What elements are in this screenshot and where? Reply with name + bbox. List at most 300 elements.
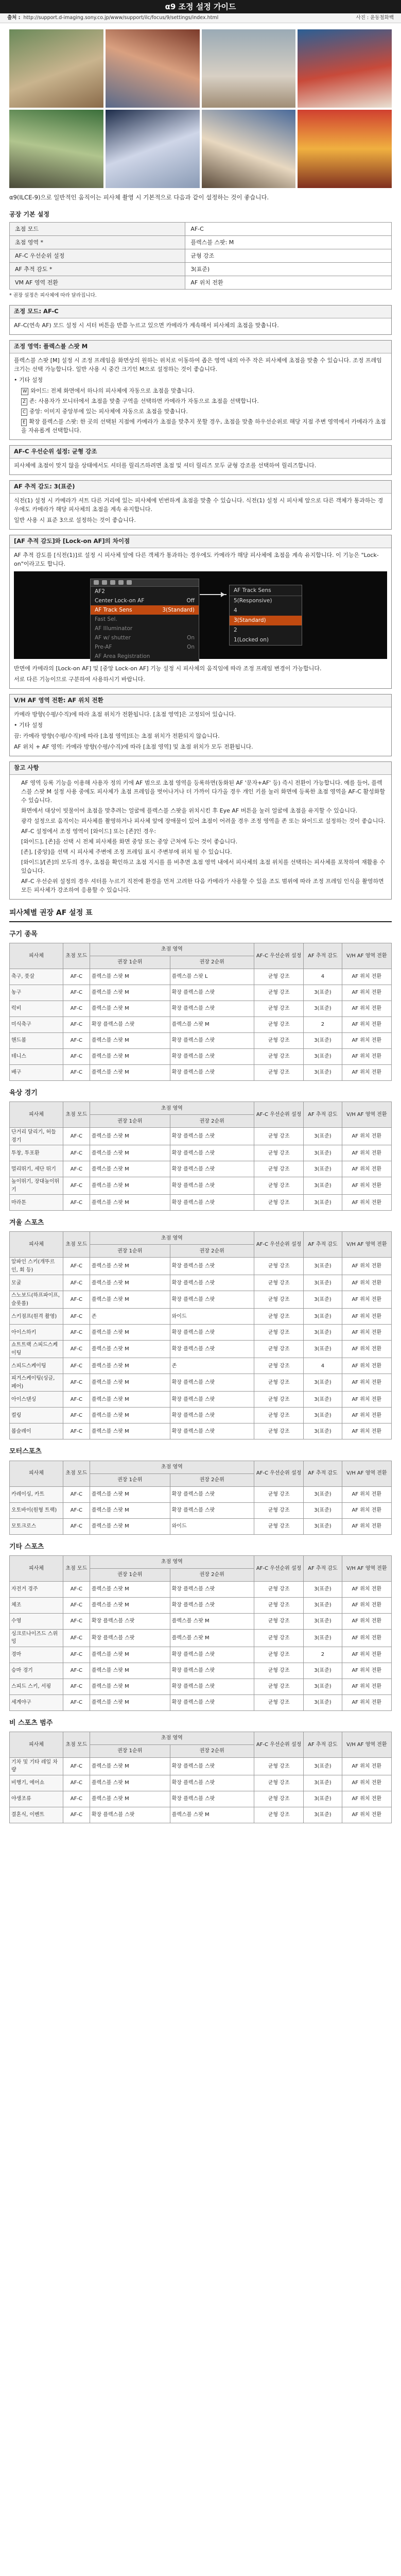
sport-group-title: 기타 스포츠 <box>9 1543 44 1551</box>
photo-volleyball-player <box>298 29 392 108</box>
cell-area-2: 플렉스블 스팟 M <box>170 1017 254 1033</box>
cell-area-2: 확장 플렉스블 스팟 <box>170 1291 254 1309</box>
cell-area-2: 확장 플렉스블 스팟 <box>170 1128 254 1145</box>
cell-vm: AF 위치 전환 <box>342 1694 392 1710</box>
settings-value: 3(표준) <box>185 263 392 276</box>
cell-vm: AF 위치 전환 <box>342 1258 392 1275</box>
cell-vm: AF 위치 전환 <box>342 1775 392 1791</box>
col-area-1: 권장 1순위 <box>90 1115 170 1128</box>
cell-priority: 균형 강조 <box>254 1663 303 1679</box>
cell-area-1: 플렉스블 스팟 M <box>90 1065 170 1081</box>
cell-track: 3(표준) <box>304 1049 342 1065</box>
cell-subject: 피겨스케이팅(싱글, 페어) <box>10 1374 63 1392</box>
cell-track: 3(표준) <box>304 985 342 1001</box>
camera-menu-label: Pre-AF <box>95 643 112 650</box>
cell-subject: 스피드 스키, 서핑 <box>10 1679 63 1694</box>
cell-area-2: 확장 플렉스블 스팟 <box>170 1161 254 1177</box>
cell-priority: 균형 강조 <box>254 1518 303 1534</box>
cell-subject: 야생조류 <box>10 1791 63 1807</box>
cell-focus-mode: AF-C <box>63 1065 90 1081</box>
cell-track: 3(표준) <box>304 1392 342 1408</box>
cell-focus-mode: AF-C <box>63 1807 90 1823</box>
table-row <box>10 1017 392 1033</box>
cell-track: 3(표준) <box>304 1757 342 1775</box>
camera-menu-label: Fast Sel. <box>95 616 117 622</box>
cell-priority: 균형 강조 <box>254 1807 303 1823</box>
table-header-row <box>10 1461 392 1473</box>
col-vm: V/H AF 영역 전환 <box>342 1232 392 1258</box>
cell-focus-mode: AF-C <box>63 1309 90 1325</box>
cell-vm: AF 위치 전환 <box>342 1358 392 1374</box>
cell-priority: 균형 강조 <box>254 1791 303 1807</box>
setting-box-title: AF 추적 감도: 3(표준) <box>10 481 391 494</box>
cell-track: 3(표준) <box>304 1597 342 1613</box>
source-label: 출처 : <box>7 15 21 21</box>
sport-group-title: 겨울 스포츠 <box>9 1219 44 1227</box>
cell-subject: 투창, 투포환 <box>10 1145 63 1161</box>
col-area: 초점 영역 <box>90 1461 254 1473</box>
cell-track: 3(표준) <box>304 1486 342 1502</box>
cell-focus-mode: AF-C <box>63 1001 90 1017</box>
cell-area-1: 플렉스블 스팟 M <box>90 1049 170 1065</box>
camera-submenu-option: 2 <box>234 627 237 634</box>
cell-area-2: 확장 플렉스블 스팟 <box>170 1341 254 1358</box>
cell-area-2: 확장 플렉스블 스팟 <box>170 1408 254 1423</box>
note-item: 화면에서 대상이 빗물이어 초점을 맞추려는 얼굴에 플렉스블 스팟을 위치시킨 후 Eye AF 버튼을 눌러 얼굴에 초점을 유지할 수 있습니다. <box>21 807 358 814</box>
camera-menu-value: On <box>187 634 195 641</box>
cell-priority: 균형 강조 <box>254 1581 303 1597</box>
table-row <box>10 1291 392 1309</box>
cell-subject: 축구, 풋살 <box>10 969 63 985</box>
cell-vm: AF 위치 전환 <box>342 1017 392 1033</box>
cell-area-1: 플렉스블 스팟 M <box>90 1291 170 1309</box>
col-focus-mode: 초점 모드 <box>63 1232 90 1258</box>
note-item: [와이드], [존]을 선택 시 전체 피사체를 화면 중앙 또는 중앙 근처에 두는 것이 좋습니다. <box>21 838 238 845</box>
cell-vm: AF 위치 전환 <box>342 1341 392 1358</box>
cell-area-1: 플렉스블 스팟 M <box>90 1502 170 1518</box>
cell-subject: 아이스하키 <box>10 1325 63 1341</box>
cell-subject: 결혼식, 이벤트 <box>10 1807 63 1823</box>
col-priority: AF-C 우선순위 설정 <box>254 1461 303 1486</box>
camera-menu-row <box>91 587 199 596</box>
cell-area-2: 확장 플렉스블 스팟 <box>170 1486 254 1502</box>
camera-menu-value: 3(Standard) <box>162 606 195 613</box>
recommend-groups <box>9 929 392 1823</box>
cell-focus-mode: AF-C <box>63 1694 90 1710</box>
cell-area-2: 확장 플렉스블 스팟 <box>170 1581 254 1597</box>
cell-area-2: 확장 플렉스블 스팟 <box>170 1597 254 1613</box>
cell-priority: 균형 강조 <box>254 1757 303 1775</box>
vm-box <box>9 694 392 756</box>
cell-priority: 균형 강조 <box>254 1629 303 1647</box>
cell-track: 3(표준) <box>304 1694 342 1710</box>
cell-track: 3(표준) <box>304 1177 342 1195</box>
cell-area-2: 확장 플렉스블 스팟 <box>170 1325 254 1341</box>
cell-area-1: 확장 플렉스블 스팟 <box>90 1807 170 1823</box>
vm-title: V/H AF 영역 전환: AF 위치 전환 <box>10 694 391 707</box>
cell-area-2: 와이드 <box>170 1309 254 1325</box>
cell-subject: 카레이싱, 카트 <box>10 1486 63 1502</box>
table-row <box>10 1807 392 1823</box>
cell-area-2: 확장 플렉스블 스팟 <box>170 1177 254 1195</box>
cell-area-2: 플렉스블 스팟 M <box>170 1629 254 1647</box>
source-link[interactable]: http://support.d-imaging.sony.co.jp/www/support/ilc/focus/9/settings/index.html <box>23 15 219 21</box>
arrow-icon <box>200 594 226 595</box>
cell-vm: AF 위치 전환 <box>342 1663 392 1679</box>
sport-settings-table <box>9 1461 392 1535</box>
col-area-2: 권장 2순위 <box>170 1473 254 1486</box>
photo-baseball-batter <box>106 29 200 108</box>
setting-box-para: 식전(1) 설정 시 카메라가 셔트 다른 거리에 있는 피사체에 빈번하게 초점을 맞출 수 있습니다. 식전(1) 설정 시 피사체 앞으로 다른 객체가 통과하는 경우에도 카메라가 해당 피사체의 초점을 계속 유지합니다. <box>14 497 383 513</box>
table-row <box>10 1694 392 1710</box>
cell-track: 3(표준) <box>304 1065 342 1081</box>
lockon-para: AF 추적 감도를 [식전(1)]로 설정 시 피사체 앞에 다른 객체가 통과하는 경우에도 카메라가 해당 피사체에 초점을 계속 유지합니다. 이 기능은 "Lock-on"이라고도 합니다. <box>14 551 379 567</box>
setting-box <box>9 445 392 475</box>
cell-area-2: 와이드 <box>170 1518 254 1534</box>
cell-area-1: 플렉스블 스팟 M <box>90 1791 170 1807</box>
cell-subject: 배구 <box>10 1065 63 1081</box>
vm-para: 카메라 방향(수평/수직)에 따라 초점 위치가 전환됩니다. [초점 영역]은 고정되어 있습니다. <box>14 710 236 718</box>
cell-vm: AF 위치 전환 <box>342 1392 392 1408</box>
setting-options-list <box>14 386 387 435</box>
table-row <box>10 1374 392 1392</box>
camera-menu-value: On <box>187 643 195 650</box>
cell-priority: 균형 강조 <box>254 1325 303 1341</box>
table-row <box>10 1629 392 1647</box>
setting-option-text: 존: 사용자가 모니터에서 초점을 맞출 구역을 선택하면 카메라가 자동으로 초점을 선택합니다. <box>29 397 259 404</box>
lockon-title: [AF 추적 감도]와 [Lock-on AF]의 차이점 <box>10 535 391 548</box>
cell-track: 3(표준) <box>304 1663 342 1679</box>
cell-area-1: 확장 플렉스블 스팟 <box>90 1017 170 1033</box>
notes-box <box>9 761 392 900</box>
cell-subject: 세계야구 <box>10 1694 63 1710</box>
cell-focus-mode: AF-C <box>63 1775 90 1791</box>
cell-area-1: 플렉스블 스팟 M <box>90 1679 170 1694</box>
col-subject: 피사체 <box>10 1461 63 1486</box>
cell-priority: 균형 강조 <box>254 1358 303 1374</box>
col-focus-mode: 초점 모드 <box>63 1102 90 1128</box>
col-focus-mode: 초점 모드 <box>63 1461 90 1486</box>
cell-area-2: 확장 플렉스블 스팟 <box>170 1001 254 1017</box>
cell-focus-mode: AF-C <box>63 1033 90 1049</box>
intro-text: α9(ILCE-9)으로 일반적인 움직이는 피사체 촬영 시 기본적으로 다음과 같이 설정하는 것이 좋습니다. <box>9 194 269 201</box>
cell-priority: 균형 강조 <box>254 1291 303 1309</box>
table-row <box>10 1408 392 1423</box>
cell-track: 3(표준) <box>304 1423 342 1439</box>
cell-track: 3(표준) <box>304 1128 342 1145</box>
col-area-1: 권장 1순위 <box>90 1473 170 1486</box>
camera-tab-icon <box>127 580 132 585</box>
cell-focus-mode: AF-C <box>63 1275 90 1291</box>
cell-focus-mode: AF-C <box>63 1486 90 1502</box>
recommend-title: 피사체별 권장 AF 설정 표 <box>9 908 392 922</box>
col-area: 초점 영역 <box>90 1232 254 1245</box>
col-area-1: 권장 1순위 <box>90 1744 170 1757</box>
setting-option-text: 중앙: 이미지 중앙부에 있는 피사체에 자동으로 초점을 맞춥니다. <box>29 408 188 415</box>
table-row <box>10 1581 392 1597</box>
settings-value: AF-C <box>185 223 392 236</box>
cell-vm: AF 위치 전환 <box>342 1629 392 1647</box>
cell-track: 3(표준) <box>304 1325 342 1341</box>
settings-key: VM AF 영역 전환 <box>10 276 185 290</box>
cell-vm: AF 위치 전환 <box>342 1177 392 1195</box>
cell-subject: 단거리 달리기, 허들 경기 <box>10 1128 63 1145</box>
col-area-2: 권장 2순위 <box>170 956 254 969</box>
sport-group-title: 육상 경기 <box>9 1089 38 1097</box>
camera-menu-row <box>91 633 199 642</box>
cell-subject: 알파인 스키(개뚜르 인, 회 등) <box>10 1258 63 1275</box>
sport-settings-table <box>9 943 392 1081</box>
cell-area-2: 확장 플렉스블 스팟 <box>170 1663 254 1679</box>
vm-para: 끔: 카메라 방향(수평/수직)에 따라 [초점 영역]또는 초점 위치가 전환되지 않습니다. <box>14 732 220 739</box>
table-row <box>10 1613 392 1629</box>
cell-track: 3(표준) <box>304 1033 342 1049</box>
col-track: AF 추적 감도 <box>304 1232 342 1258</box>
col-priority: AF-C 우선순위 설정 <box>254 1102 303 1128</box>
cell-subject: 경마 <box>10 1647 63 1663</box>
cell-focus-mode: AF-C <box>63 1358 90 1374</box>
note-item: AF 영역 등록 기능을 이용해 사용자 정의 키에 AF 범으로 초점 영역을 등록하면(동화된 AF '문자+AF' 등) 즉시 전환이 가능합니다. 예를 들어, 플렉스블 스팟 M 설정 사용 중에도 피사체가 초점 프레임을 벗어나거나 더 가까이 다가올 경우 개인 키를 눌러 화면에 등록한 초점 영역을 AF-C 활성화할 수 있습니다. <box>21 779 385 804</box>
cell-focus-mode: AF-C <box>63 985 90 1001</box>
settings-boxes <box>9 305 392 530</box>
col-subject: 피사체 <box>10 1555 63 1581</box>
cell-area-1: 플렉스블 스팟 M <box>90 1001 170 1017</box>
cell-subject: 럭비 <box>10 1001 63 1017</box>
cell-track: 3(표준) <box>304 1291 342 1309</box>
cell-subject: 아이스댄싱 <box>10 1392 63 1408</box>
setting-box-title: 조정 모드: AF-C <box>10 306 391 318</box>
cell-track: 3(표준) <box>304 1581 342 1597</box>
cell-priority: 균형 강조 <box>254 1065 303 1081</box>
setting-box-body <box>10 459 391 474</box>
cell-area-2: 확장 플렉스블 스팟 <box>170 1145 254 1161</box>
col-track: AF 추적 감도 <box>304 1732 342 1757</box>
settings-row <box>10 236 392 249</box>
cell-area-2: 확장 플렉스블 스팟 <box>170 1679 254 1694</box>
cell-focus-mode: AF-C <box>63 1597 90 1613</box>
cell-vm: AF 위치 전환 <box>342 1647 392 1663</box>
cell-subject: 스키점프(원격 촬영) <box>10 1309 63 1325</box>
setting-box-body <box>10 353 391 439</box>
cell-vm: AF 위치 전환 <box>342 1791 392 1807</box>
cell-subject: 스노보드(하프파이프, 슬롯롤) <box>10 1291 63 1309</box>
cell-priority: 균형 강조 <box>254 1775 303 1791</box>
cell-subject: 스피드스케이팅 <box>10 1358 63 1374</box>
cell-track: 3(표준) <box>304 1309 342 1325</box>
title-bar <box>0 0 401 13</box>
cell-subject: 체조 <box>10 1597 63 1613</box>
col-area: 초점 영역 <box>90 943 254 956</box>
cell-area-1: 플렉스블 스팟 M <box>90 969 170 985</box>
cell-focus-mode: AF-C <box>63 969 90 985</box>
col-subject: 피사체 <box>10 1102 63 1128</box>
lockon-after: 서로 다른 기능이므로 구분하여 사용하시기 바랍니다. <box>14 675 145 683</box>
col-track: AF 추적 감도 <box>304 1102 342 1128</box>
cell-focus-mode: AF-C <box>63 1145 90 1161</box>
cell-track: 3(표준) <box>304 1374 342 1392</box>
cell-track: 3(표준) <box>304 1518 342 1534</box>
cell-priority: 균형 강조 <box>254 1679 303 1694</box>
cell-track: 3(표준) <box>304 1807 342 1823</box>
cell-subject: 수영 <box>10 1613 63 1629</box>
cell-priority: 균형 강조 <box>254 1694 303 1710</box>
cell-area-1: 플렉스블 스팟 M <box>90 1757 170 1775</box>
cell-subject: 싱크로나이즈드 스위밍 <box>10 1629 63 1647</box>
cell-track: 3(표준) <box>304 1775 342 1791</box>
cell-vm: AF 위치 전환 <box>342 1807 392 1823</box>
camera-menu-row <box>91 615 199 624</box>
settings-row <box>10 263 392 276</box>
cell-track: 3(표준) <box>304 1258 342 1275</box>
camera-menu-row <box>91 652 199 661</box>
camera-menu-row <box>91 596 199 605</box>
cell-priority: 균형 강조 <box>254 1258 303 1275</box>
sport-group-title: 비 스포츠 범주 <box>9 1719 53 1727</box>
cell-area-1: 플렉스블 스팟 M <box>90 1374 170 1392</box>
cell-focus-mode: AF-C <box>63 1325 90 1341</box>
cell-area-1: 플렉스블 스팟 M <box>90 1033 170 1049</box>
cell-vm: AF 위치 전환 <box>342 1486 392 1502</box>
camera-submenu-option: 1(Locked on) <box>234 637 269 643</box>
cell-priority: 균형 강조 <box>254 1001 303 1017</box>
table-row <box>10 1275 392 1291</box>
cell-focus-mode: AF-C <box>63 1128 90 1145</box>
setting-box-para: AF-C(연속 AF) 모드 설정 시 셔터 버튼을 반쯤 누르고 있으면 카메라가 계속해서 피사체의 초점을 맞춥니다. <box>14 321 279 329</box>
setting-box-para: 일반 사용 시 표준 3으로 설정하는 것이 좋습니다. <box>14 516 136 523</box>
setting-box-title: AF-C 우선순위 설정: 균형 강조 <box>10 446 391 459</box>
table-row <box>10 1145 392 1161</box>
table-row <box>10 1392 392 1408</box>
sport-group-title: 구기 종목 <box>9 930 38 939</box>
photo-football-player <box>9 110 103 188</box>
cell-priority: 균형 강조 <box>254 1613 303 1629</box>
cell-area-1: 플렉스블 스팟 M <box>90 1647 170 1663</box>
cell-area-1: 플렉스블 스팟 M <box>90 1518 170 1534</box>
settings-value: 플렉스블 스팟: M <box>185 236 392 249</box>
table-row <box>10 1033 392 1049</box>
table-row <box>10 1195 392 1211</box>
cell-area-2: 확장 플렉스블 스팟 <box>170 1065 254 1081</box>
camera-menu-label: AF Area Registration <box>95 653 150 659</box>
cell-subject: 멀리뛰기, 세단 뛰기 <box>10 1161 63 1177</box>
photo-credit: 사진 : 윤동철화백 <box>356 15 394 21</box>
cell-area-1: 플렉스블 스팟 M <box>90 1597 170 1613</box>
cell-area-2: 확장 플렉스블 스팟 <box>170 1392 254 1408</box>
cell-area-2: 확장 플렉스블 스팟 <box>170 1423 254 1439</box>
cell-focus-mode: AF-C <box>63 1177 90 1195</box>
cell-area-1: 확장 플렉스블 스팟 <box>90 1629 170 1647</box>
photo-soccer-player <box>106 110 200 188</box>
camera-menu-label: AF w/ shutter <box>95 634 131 641</box>
cell-area-2: 확장 플렉스블 스팟 <box>170 1791 254 1807</box>
area-mode-icon: E <box>21 419 27 426</box>
cell-area-2: 확장 플렉스블 스팟 <box>170 1374 254 1392</box>
cell-subject: 모토크로스 <box>10 1518 63 1534</box>
cell-focus-mode: AF-C <box>63 1392 90 1408</box>
cell-focus-mode: AF-C <box>63 1791 90 1807</box>
cell-subject: 오토바이(원형 트랙) <box>10 1502 63 1518</box>
col-area: 초점 영역 <box>90 1732 254 1744</box>
table-row <box>10 1647 392 1663</box>
vm-para: • 기타 설정 <box>14 721 43 728</box>
cell-priority: 균형 강조 <box>254 1341 303 1358</box>
cell-vm: AF 위치 전환 <box>342 1679 392 1694</box>
col-subject: 피사체 <box>10 943 63 969</box>
cell-focus-mode: AF-C <box>63 1757 90 1775</box>
cell-focus-mode: AF-C <box>63 1613 90 1629</box>
cell-area-2: 확장 플렉스블 스팟 <box>170 1775 254 1791</box>
cell-vm: AF 위치 전환 <box>342 1065 392 1081</box>
camera-menu-value: Off <box>186 597 195 604</box>
cell-focus-mode: AF-C <box>63 1017 90 1033</box>
cell-track: 3(표준) <box>304 1161 342 1177</box>
content <box>0 29 401 1823</box>
cell-focus-mode: AF-C <box>63 1502 90 1518</box>
table-row <box>10 1358 392 1374</box>
cell-priority: 균형 강조 <box>254 1374 303 1392</box>
settings-value: AF 위치 전환 <box>185 276 392 290</box>
photo-basketball-player <box>298 110 392 188</box>
cell-subject: 미식축구 <box>10 1017 63 1033</box>
sport-settings-table <box>9 1231 392 1439</box>
camera-menu-row <box>91 605 199 615</box>
cell-track: 3(표준) <box>304 1001 342 1017</box>
camera-menu-label: Center Lock-on AF <box>95 597 145 604</box>
col-area-1: 권장 1순위 <box>90 1568 170 1581</box>
col-area-2: 권장 2순위 <box>170 1115 254 1128</box>
cell-area-2: 확장 플렉스블 스팟 <box>170 1757 254 1775</box>
col-track: AF 추적 감도 <box>304 943 342 969</box>
table-row <box>10 1128 392 1145</box>
table-row <box>10 1177 392 1195</box>
col-area-2: 권장 2순위 <box>170 1568 254 1581</box>
cell-subject: 농구 <box>10 985 63 1001</box>
setting-box <box>9 480 392 530</box>
cell-focus-mode: AF-C <box>63 1161 90 1177</box>
cell-vm: AF 위치 전환 <box>342 1145 392 1161</box>
cell-area-1: 플렉스블 스팟 M <box>90 985 170 1001</box>
cell-focus-mode: AF-C <box>63 1341 90 1358</box>
cell-subject: 높이뛰기, 장대높이뛰기 <box>10 1177 63 1195</box>
area-mode-icon: C <box>21 409 27 416</box>
table-row <box>10 1341 392 1358</box>
table-header-row <box>10 1232 392 1245</box>
cell-area-2: 확장 플렉스블 스팟 <box>170 1694 254 1710</box>
cell-focus-mode: AF-C <box>63 1647 90 1663</box>
cell-area-1: 플렉스블 스팟 M <box>90 1392 170 1408</box>
photo-baseball-fielder <box>202 29 296 108</box>
cell-subject: 봅슬레이 <box>10 1423 63 1439</box>
col-area: 초점 영역 <box>90 1555 254 1568</box>
cell-focus-mode: AF-C <box>63 1258 90 1275</box>
cell-track: 2 <box>304 1017 342 1033</box>
cell-subject: 비행기, 에어쇼 <box>10 1775 63 1791</box>
cell-area-1: 플렉스블 스팟 M <box>90 1177 170 1195</box>
cell-priority: 균형 강조 <box>254 1309 303 1325</box>
cell-vm: AF 위치 전환 <box>342 1161 392 1177</box>
sport-settings-table <box>9 1555 392 1711</box>
cell-area-1: 확장 플렉스블 스팟 <box>90 1613 170 1629</box>
camera-menu-label: AF Track Sens <box>95 606 132 613</box>
camera-menu-row <box>91 624 199 633</box>
cell-area-2: 플렉스블 스팟 L <box>170 969 254 985</box>
note-item: AF-C 설정에서 조정 영역이 [와이드] 또는 [존]인 경우: <box>21 828 156 835</box>
cell-area-2: 확장 플렉스블 스팟 <box>170 1502 254 1518</box>
sport-settings-table <box>9 1732 392 1823</box>
col-priority: AF-C 우선순위 설정 <box>254 1232 303 1258</box>
cell-area-1: 플렉스블 스팟 M <box>90 1486 170 1502</box>
table-header-row <box>10 1102 392 1115</box>
